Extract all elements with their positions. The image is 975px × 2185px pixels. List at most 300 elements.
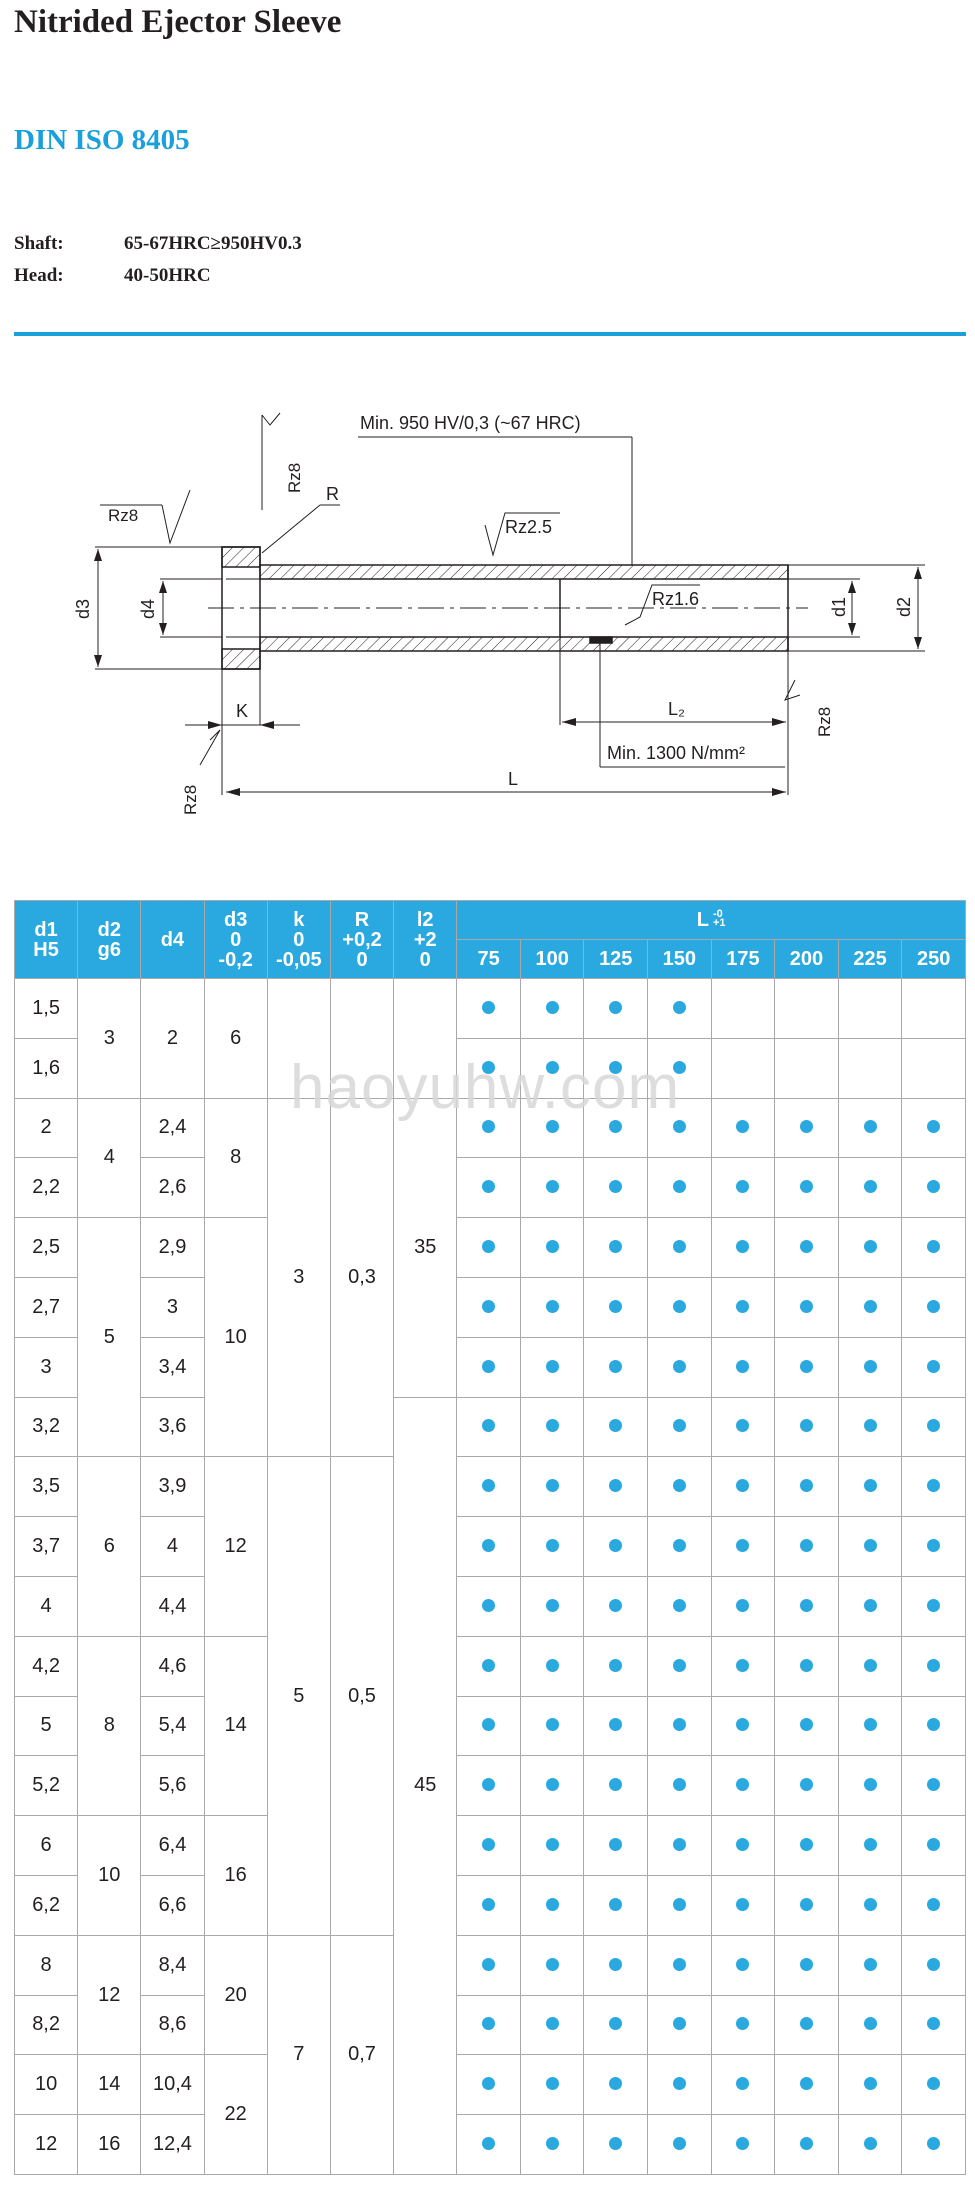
cell-d1: 6 xyxy=(15,1816,78,1876)
header-r: R +0,2 0 xyxy=(330,901,393,979)
cell-d3: 16 xyxy=(204,1816,267,1936)
cell-availability xyxy=(520,1816,584,1876)
available-dot xyxy=(800,2017,813,2030)
available-dot xyxy=(609,2137,622,2150)
cell-availability xyxy=(457,1875,521,1935)
cell-availability xyxy=(520,1397,584,1457)
sleeve-upper-wall xyxy=(260,565,788,579)
available-dot xyxy=(927,1240,940,1253)
cell-r: 0,5 xyxy=(330,1457,393,1935)
cell-d3: 12 xyxy=(204,1457,267,1636)
cell-availability xyxy=(902,1098,966,1158)
cell-r: 0,3 xyxy=(330,1098,393,1457)
cell-d2: 3 xyxy=(78,979,141,1099)
available-dot xyxy=(864,1240,877,1253)
available-dot xyxy=(546,1001,559,1014)
available-dot xyxy=(482,1659,495,1672)
cell-d4: 6,4 xyxy=(141,1816,204,1876)
l-label: L xyxy=(508,769,519,789)
available-dot xyxy=(546,1778,559,1791)
available-dot xyxy=(800,1898,813,1911)
cell-availability xyxy=(584,979,648,1039)
cell-availability xyxy=(775,1636,839,1696)
cell-availability xyxy=(648,1517,712,1577)
spec-shaft-label: Shaft: xyxy=(14,233,64,254)
table-row xyxy=(15,1696,966,1756)
cell-availability xyxy=(648,1337,712,1397)
available-dot xyxy=(673,1240,686,1253)
cell-availability xyxy=(902,1756,966,1816)
available-dot xyxy=(736,1958,749,1971)
cell-availability xyxy=(775,1038,839,1098)
available-dot xyxy=(482,1240,495,1253)
available-dot xyxy=(736,1180,749,1193)
available-dot xyxy=(864,1539,877,1552)
cell-availability xyxy=(648,1875,712,1935)
cell-d3: 22 xyxy=(204,2055,267,2175)
available-dot xyxy=(482,1360,495,1373)
cell-d2: 5 xyxy=(78,1218,141,1457)
available-dot xyxy=(546,1838,559,1851)
cell-availability xyxy=(711,1397,775,1457)
available-dot xyxy=(864,1659,877,1672)
available-dot xyxy=(927,1300,940,1313)
table-row xyxy=(15,1397,966,1457)
cell-availability xyxy=(775,1816,839,1876)
cell-availability xyxy=(648,1935,712,1995)
cell-availability xyxy=(711,1756,775,1816)
cell-availability xyxy=(520,1756,584,1816)
available-dot xyxy=(546,2077,559,2090)
cell-availability xyxy=(711,1337,775,1397)
cell-d2: 14 xyxy=(78,2055,141,2115)
cell-availability xyxy=(711,1457,775,1517)
cell-availability xyxy=(902,1816,966,1876)
available-dot xyxy=(609,1419,622,1432)
available-dot xyxy=(864,1479,877,1492)
cell-availability xyxy=(838,1218,902,1278)
available-dot xyxy=(609,1659,622,1672)
spec-shaft-value: 65-67HRC≥950HV0.3 xyxy=(124,233,302,254)
available-dot xyxy=(927,1120,940,1133)
available-dot xyxy=(546,2137,559,2150)
cell-availability xyxy=(584,1457,648,1517)
cell-d1: 2,7 xyxy=(15,1277,78,1337)
available-dot xyxy=(736,1360,749,1373)
available-dot xyxy=(864,2077,877,2090)
cell-availability xyxy=(457,2115,521,2175)
available-dot xyxy=(927,2017,940,2030)
available-dot xyxy=(546,1240,559,1253)
available-dot xyxy=(800,1778,813,1791)
available-dot xyxy=(864,1958,877,1971)
available-dot xyxy=(609,1778,622,1791)
cell-availability xyxy=(838,979,902,1039)
cell-availability xyxy=(711,1816,775,1876)
cell-availability xyxy=(775,2055,839,2115)
cell-availability xyxy=(520,1636,584,1696)
available-dot xyxy=(864,1898,877,1911)
available-dot xyxy=(673,1659,686,1672)
available-dot xyxy=(482,1838,495,1851)
cell-availability xyxy=(775,1995,839,2055)
available-dot xyxy=(546,1958,559,1971)
cell-k: 3 xyxy=(267,1098,330,1457)
available-dot xyxy=(673,2017,686,2030)
cell-availability xyxy=(648,1636,712,1696)
available-dot xyxy=(673,2137,686,2150)
available-dot xyxy=(736,1778,749,1791)
cell-d4: 2,6 xyxy=(141,1158,204,1218)
available-dot xyxy=(546,1419,559,1432)
available-dot xyxy=(736,1240,749,1253)
cell-d4: 4,4 xyxy=(141,1576,204,1636)
available-dot xyxy=(482,1898,495,1911)
available-dot xyxy=(673,1898,686,1911)
divider-rule xyxy=(14,332,966,336)
cell-availability xyxy=(648,1696,712,1756)
available-dot xyxy=(609,1240,622,1253)
cell-availability xyxy=(838,1098,902,1158)
cell-availability xyxy=(838,1816,902,1876)
cell-availability xyxy=(648,979,712,1039)
available-dot xyxy=(609,1539,622,1552)
available-dot xyxy=(609,2017,622,2030)
available-dot xyxy=(609,1958,622,1971)
cell-availability xyxy=(520,1158,584,1218)
available-dot xyxy=(736,2017,749,2030)
table-row xyxy=(15,1337,966,1397)
available-dot xyxy=(800,1419,813,1432)
cell-availability xyxy=(648,1576,712,1636)
available-dot xyxy=(482,2017,495,2030)
available-dot xyxy=(736,1659,749,1672)
cell-l2: 35 xyxy=(394,1098,457,1397)
rz16-label: Rz1.6 xyxy=(652,589,700,609)
available-dot xyxy=(927,1539,940,1552)
cell-d1: 2,2 xyxy=(15,1158,78,1218)
d4-label: d4 xyxy=(138,598,158,619)
cell-availability xyxy=(902,1696,966,1756)
cell-availability xyxy=(711,1995,775,2055)
cell-d1: 8,2 xyxy=(15,1995,78,2055)
cell-availability xyxy=(584,1756,648,1816)
available-dot xyxy=(800,1958,813,1971)
available-dot xyxy=(609,1300,622,1313)
cell-d1: 10 xyxy=(15,2055,78,2115)
header-k: k 0 -0,05 xyxy=(267,901,330,979)
cell-availability xyxy=(520,1457,584,1517)
header-length: 175 xyxy=(711,940,775,979)
cell-availability xyxy=(902,2115,966,2175)
cell-availability xyxy=(838,1397,902,1457)
available-dot xyxy=(546,1539,559,1552)
cell-availability xyxy=(902,1218,966,1278)
available-dot xyxy=(736,2077,749,2090)
cell-d4: 12,4 xyxy=(141,2115,204,2175)
cell-availability xyxy=(520,1995,584,2055)
table-row xyxy=(15,1218,966,1278)
cell-d2: 12 xyxy=(78,1935,141,2055)
available-dot xyxy=(864,2137,877,2150)
available-dot xyxy=(482,2077,495,2090)
cell-d4: 3,4 xyxy=(141,1337,204,1397)
cell-d3: 20 xyxy=(204,1935,267,2055)
radius-label: R xyxy=(326,484,339,504)
available-dot xyxy=(546,1659,559,1672)
cell-availability xyxy=(711,1576,775,1636)
cell-availability xyxy=(711,1875,775,1935)
cell-availability xyxy=(902,1277,966,1337)
cell-availability xyxy=(584,2115,648,2175)
technical-drawing xyxy=(0,395,975,835)
cell-availability xyxy=(520,1337,584,1397)
cell-availability xyxy=(711,1218,775,1278)
available-dot xyxy=(673,1479,686,1492)
cell-availability xyxy=(584,1576,648,1636)
available-dot xyxy=(609,1718,622,1731)
available-dot xyxy=(609,2077,622,2090)
cell-availability xyxy=(902,1875,966,1935)
cell-d4: 2,4 xyxy=(141,1098,204,1158)
cell-availability xyxy=(711,1517,775,1577)
table-row xyxy=(15,979,966,1039)
available-dot xyxy=(482,1001,495,1014)
cell-availability xyxy=(584,1337,648,1397)
cell-d1: 5,2 xyxy=(15,1756,78,1816)
available-dot xyxy=(927,1180,940,1193)
watermark: haoyuhw.com xyxy=(290,1053,681,1122)
available-dot xyxy=(736,1419,749,1432)
cell-availability xyxy=(584,2055,648,2115)
cell-availability xyxy=(584,1935,648,1995)
available-dot xyxy=(800,1659,813,1672)
cell-availability xyxy=(838,1995,902,2055)
cell-availability xyxy=(711,1098,775,1158)
cell-availability xyxy=(775,1337,839,1397)
k-label: K xyxy=(236,701,249,721)
cell-availability xyxy=(457,2055,521,2115)
cell-availability xyxy=(711,2055,775,2115)
cell-availability xyxy=(584,1397,648,1457)
available-dot xyxy=(673,1300,686,1313)
cell-availability xyxy=(838,1576,902,1636)
available-dot xyxy=(736,2137,749,2150)
available-dot xyxy=(736,1838,749,1851)
available-dot xyxy=(673,1180,686,1193)
rz8-head-label: Rz8 xyxy=(108,506,139,525)
available-dot xyxy=(482,1599,495,1612)
available-dot xyxy=(927,1718,940,1731)
cell-d3: 14 xyxy=(204,1636,267,1815)
table-row xyxy=(15,1517,966,1577)
cell-availability xyxy=(520,1576,584,1636)
available-dot xyxy=(927,1838,940,1851)
cell-availability xyxy=(584,1995,648,2055)
available-dot xyxy=(800,1300,813,1313)
cell-d4: 3,6 xyxy=(141,1397,204,1457)
header-length: 250 xyxy=(902,940,966,979)
l2-label: L₂ xyxy=(668,699,685,719)
header-l: L $^{-0 +1}$ xyxy=(457,901,966,940)
cell-availability xyxy=(520,2115,584,2175)
cell-d4: 4,6 xyxy=(141,1636,204,1696)
available-dot xyxy=(864,2017,877,2030)
available-dot xyxy=(673,1360,686,1373)
cell-availability xyxy=(902,2055,966,2115)
cell-availability xyxy=(711,979,775,1039)
available-dot xyxy=(673,1838,686,1851)
rz8-bottom-label: Rz8 xyxy=(181,784,200,815)
table-row xyxy=(15,1636,966,1696)
available-dot xyxy=(927,1659,940,1672)
cell-k: 5 xyxy=(267,1457,330,1935)
header-d2: d2 g6 xyxy=(78,901,141,979)
cell-availability xyxy=(457,1935,521,1995)
cell-availability xyxy=(775,1218,839,1278)
available-dot xyxy=(482,1300,495,1313)
d1-label: d1 xyxy=(829,596,849,617)
available-dot xyxy=(609,1360,622,1373)
available-dot xyxy=(800,1479,813,1492)
cell-availability xyxy=(838,1277,902,1337)
cell-availability xyxy=(584,1696,648,1756)
available-dot xyxy=(482,2137,495,2150)
cell-availability xyxy=(520,1696,584,1756)
cell-d3: 6 xyxy=(204,979,267,1099)
table-row xyxy=(15,1756,966,1816)
cell-availability xyxy=(838,2115,902,2175)
cell-availability xyxy=(902,1517,966,1577)
available-dot xyxy=(482,1180,495,1193)
cell-availability xyxy=(520,1517,584,1577)
cell-availability xyxy=(457,1337,521,1397)
cell-d1: 2,5 xyxy=(15,1218,78,1278)
header-length: 150 xyxy=(648,940,712,979)
cell-availability xyxy=(457,1457,521,1517)
cell-availability xyxy=(457,1696,521,1756)
cell-d2: 6 xyxy=(78,1457,141,1636)
available-dot xyxy=(673,1718,686,1731)
cell-d1: 3,2 xyxy=(15,1397,78,1457)
available-dot xyxy=(864,1300,877,1313)
available-dot xyxy=(864,1360,877,1373)
cell-availability xyxy=(457,1277,521,1337)
header-length: 225 xyxy=(838,940,902,979)
cell-availability xyxy=(838,1935,902,1995)
cell-availability xyxy=(775,2115,839,2175)
cell-availability xyxy=(520,2055,584,2115)
cell-availability xyxy=(838,1756,902,1816)
cell-availability xyxy=(648,1158,712,1218)
cell-d1: 6,2 xyxy=(15,1875,78,1935)
cell-availability xyxy=(838,1517,902,1577)
available-dot xyxy=(546,1360,559,1373)
available-dot xyxy=(864,1718,877,1731)
cell-l2: 45 xyxy=(394,1397,457,2174)
available-dot xyxy=(546,1718,559,1731)
cell-d4: 3,9 xyxy=(141,1457,204,1517)
spec-shaft xyxy=(14,233,302,255)
cell-availability xyxy=(711,1696,775,1756)
header-length: 75 xyxy=(457,940,521,979)
cell-availability xyxy=(520,979,584,1039)
table-row xyxy=(15,1576,966,1636)
table-row xyxy=(15,1158,966,1218)
available-dot xyxy=(864,1120,877,1133)
cell-availability xyxy=(457,1756,521,1816)
cell-availability xyxy=(584,1517,648,1577)
cell-availability xyxy=(584,1218,648,1278)
available-dot xyxy=(609,1180,622,1193)
cell-availability xyxy=(902,1457,966,1517)
cell-availability xyxy=(648,2055,712,2115)
cell-availability xyxy=(648,1756,712,1816)
available-dot xyxy=(927,1958,940,1971)
table-row xyxy=(15,1875,966,1935)
hardness-note: Min. 950 HV/0,3 (~67 HRC) xyxy=(360,413,581,433)
available-dot xyxy=(864,1778,877,1791)
cell-availability xyxy=(457,1995,521,2055)
cell-availability xyxy=(711,2115,775,2175)
rz25-label: Rz2.5 xyxy=(505,517,553,537)
available-dot xyxy=(927,1898,940,1911)
available-dot xyxy=(800,1360,813,1373)
available-dot xyxy=(673,1539,686,1552)
available-dot xyxy=(736,1479,749,1492)
cell-d2: 16 xyxy=(78,2115,141,2175)
cell-availability xyxy=(838,1158,902,1218)
cell-d1: 8 xyxy=(15,1935,78,1995)
cell-r: 0,7 xyxy=(330,1935,393,2174)
header-d4: d4 xyxy=(141,901,204,979)
cell-availability xyxy=(648,1218,712,1278)
available-dot xyxy=(800,1240,813,1253)
cell-availability xyxy=(584,1875,648,1935)
cell-availability xyxy=(775,1935,839,1995)
strength-note: Min. 1300 N/mm² xyxy=(607,743,746,763)
available-dot xyxy=(927,1778,940,1791)
cell-d4: 5,6 xyxy=(141,1756,204,1816)
cell-availability xyxy=(902,1158,966,1218)
cell-availability xyxy=(520,1935,584,1995)
available-dot xyxy=(927,1479,940,1492)
cell-d1: 5 xyxy=(15,1696,78,1756)
spec-head-value: 40-50HRC xyxy=(124,265,211,286)
cell-availability xyxy=(711,1277,775,1337)
cell-d1: 12 xyxy=(15,2115,78,2175)
cell-availability xyxy=(457,1218,521,1278)
table-row xyxy=(15,1277,966,1337)
cell-availability xyxy=(902,1576,966,1636)
cell-availability xyxy=(648,1995,712,2055)
spec-head-label: Head: xyxy=(14,265,64,286)
header-d1: d1 H5 xyxy=(15,901,78,979)
cell-availability xyxy=(775,1098,839,1158)
cell-d4: 2 xyxy=(141,979,204,1099)
table-row xyxy=(15,2055,966,2115)
cell-d2: 4 xyxy=(78,1098,141,1218)
cell-availability xyxy=(648,2115,712,2175)
cell-availability xyxy=(838,1696,902,1756)
available-dot xyxy=(546,1599,559,1612)
available-dot xyxy=(673,1778,686,1791)
cell-availability xyxy=(838,1636,902,1696)
cell-availability xyxy=(775,1576,839,1636)
cell-d1: 2 xyxy=(15,1098,78,1158)
available-dot xyxy=(673,1001,686,1014)
available-dot xyxy=(927,1419,940,1432)
